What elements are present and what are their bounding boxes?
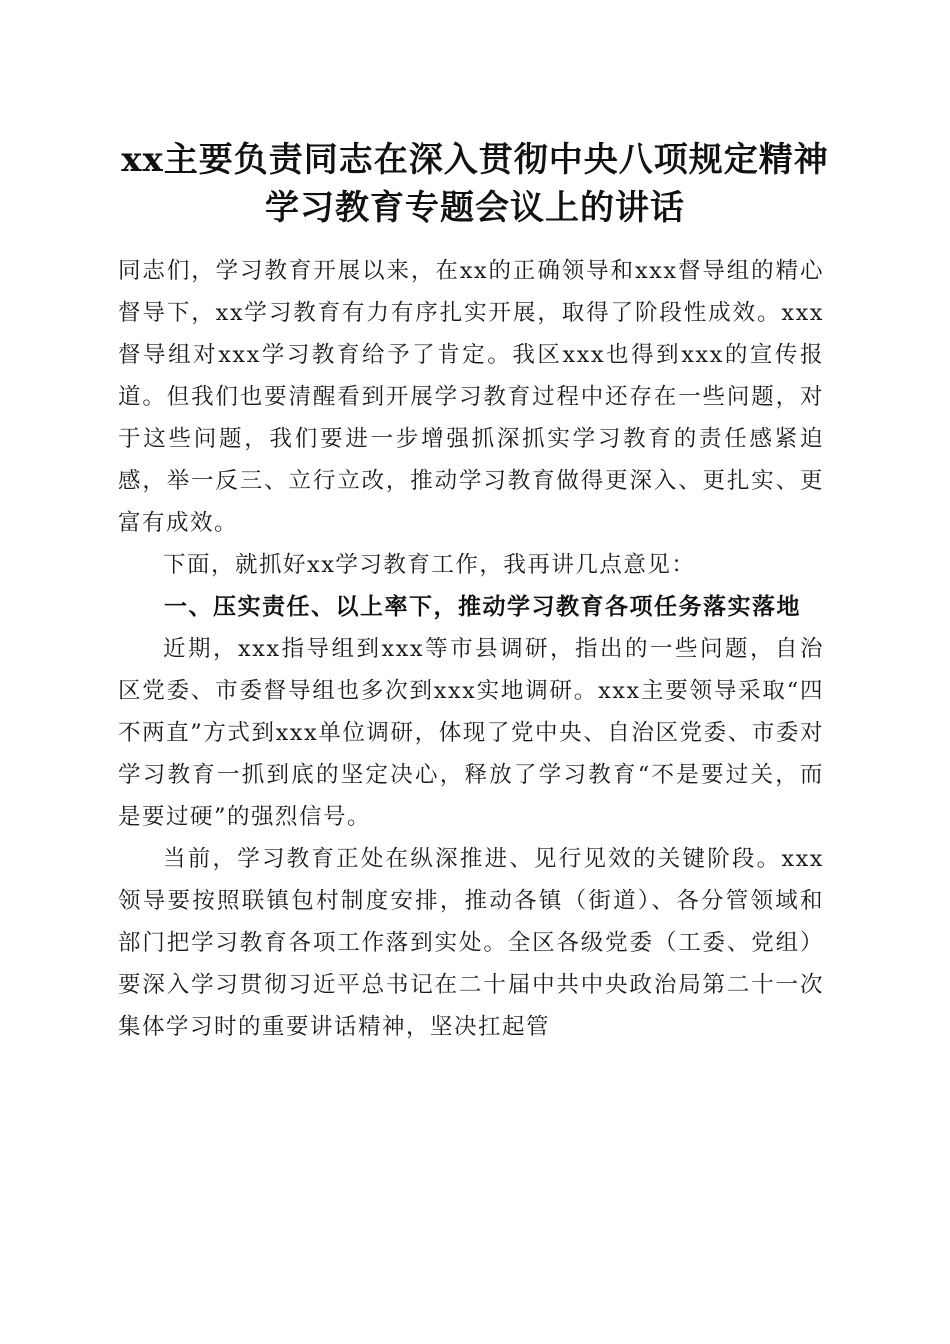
transition-paragraph: 下面，就抓好xx学习教育工作，我再讲几点意见： [163,552,696,578]
section-1-paragraph-2: 当前，学习教育正处在纵深推进、见行见效的关键阶段。xxx领导要按照联镇包村制度安排，推动各镇（街道）、各分管领域和部门把学习教育各项工作落到实处。全区各级党委（工委、党组）要深入学习贯彻习近平总书记在二十届中共中央政治局第二十一次集体学习时的重要讲话精神，坚决扛起管 [118,846,824,1040]
intro-paragraph: 同志们，学习教育开展以来，在xx的正确领导和xxx督导组的精心督导下，xx学习教育有力有序扎实开展，取得了阶段性成效。xxx督导组对xxx学习教育给予了肯定。我区xxx也得到xxx的宣传报道。但我们也要清醒看到开展学习教育过程中还存在一些问题，对于这些问题，我们要进一步增强抓深抓实学习教育的责任感紧迫感，举一反三、立行立改，推动学习教育做得更深入、更扎实、更富有成效。 [118,258,824,536]
document-body [118,250,824,1048]
section-1-paragraph-1: 近期，xxx指导组到xxx等市县调研，指出的一些问题，自治区党委、市委督导组也多次到xxx实地调研。xxx主要领导采取“四不两直”方式到xxx单位调研，体现了党中央、自治区党委、市委对学习教育一抓到底的坚定决心，释放了学习教育“不是要过关，而是要过硬”的强烈信号。 [118,636,824,830]
section-1-heading: 一、压实责任、以上率下，推动学习教育各项任务落实落地 [164,594,801,620]
document-title: xx主要负责同志在深入贯彻中央八项规定精神学习教育专题会议上的讲话 [121,140,829,228]
